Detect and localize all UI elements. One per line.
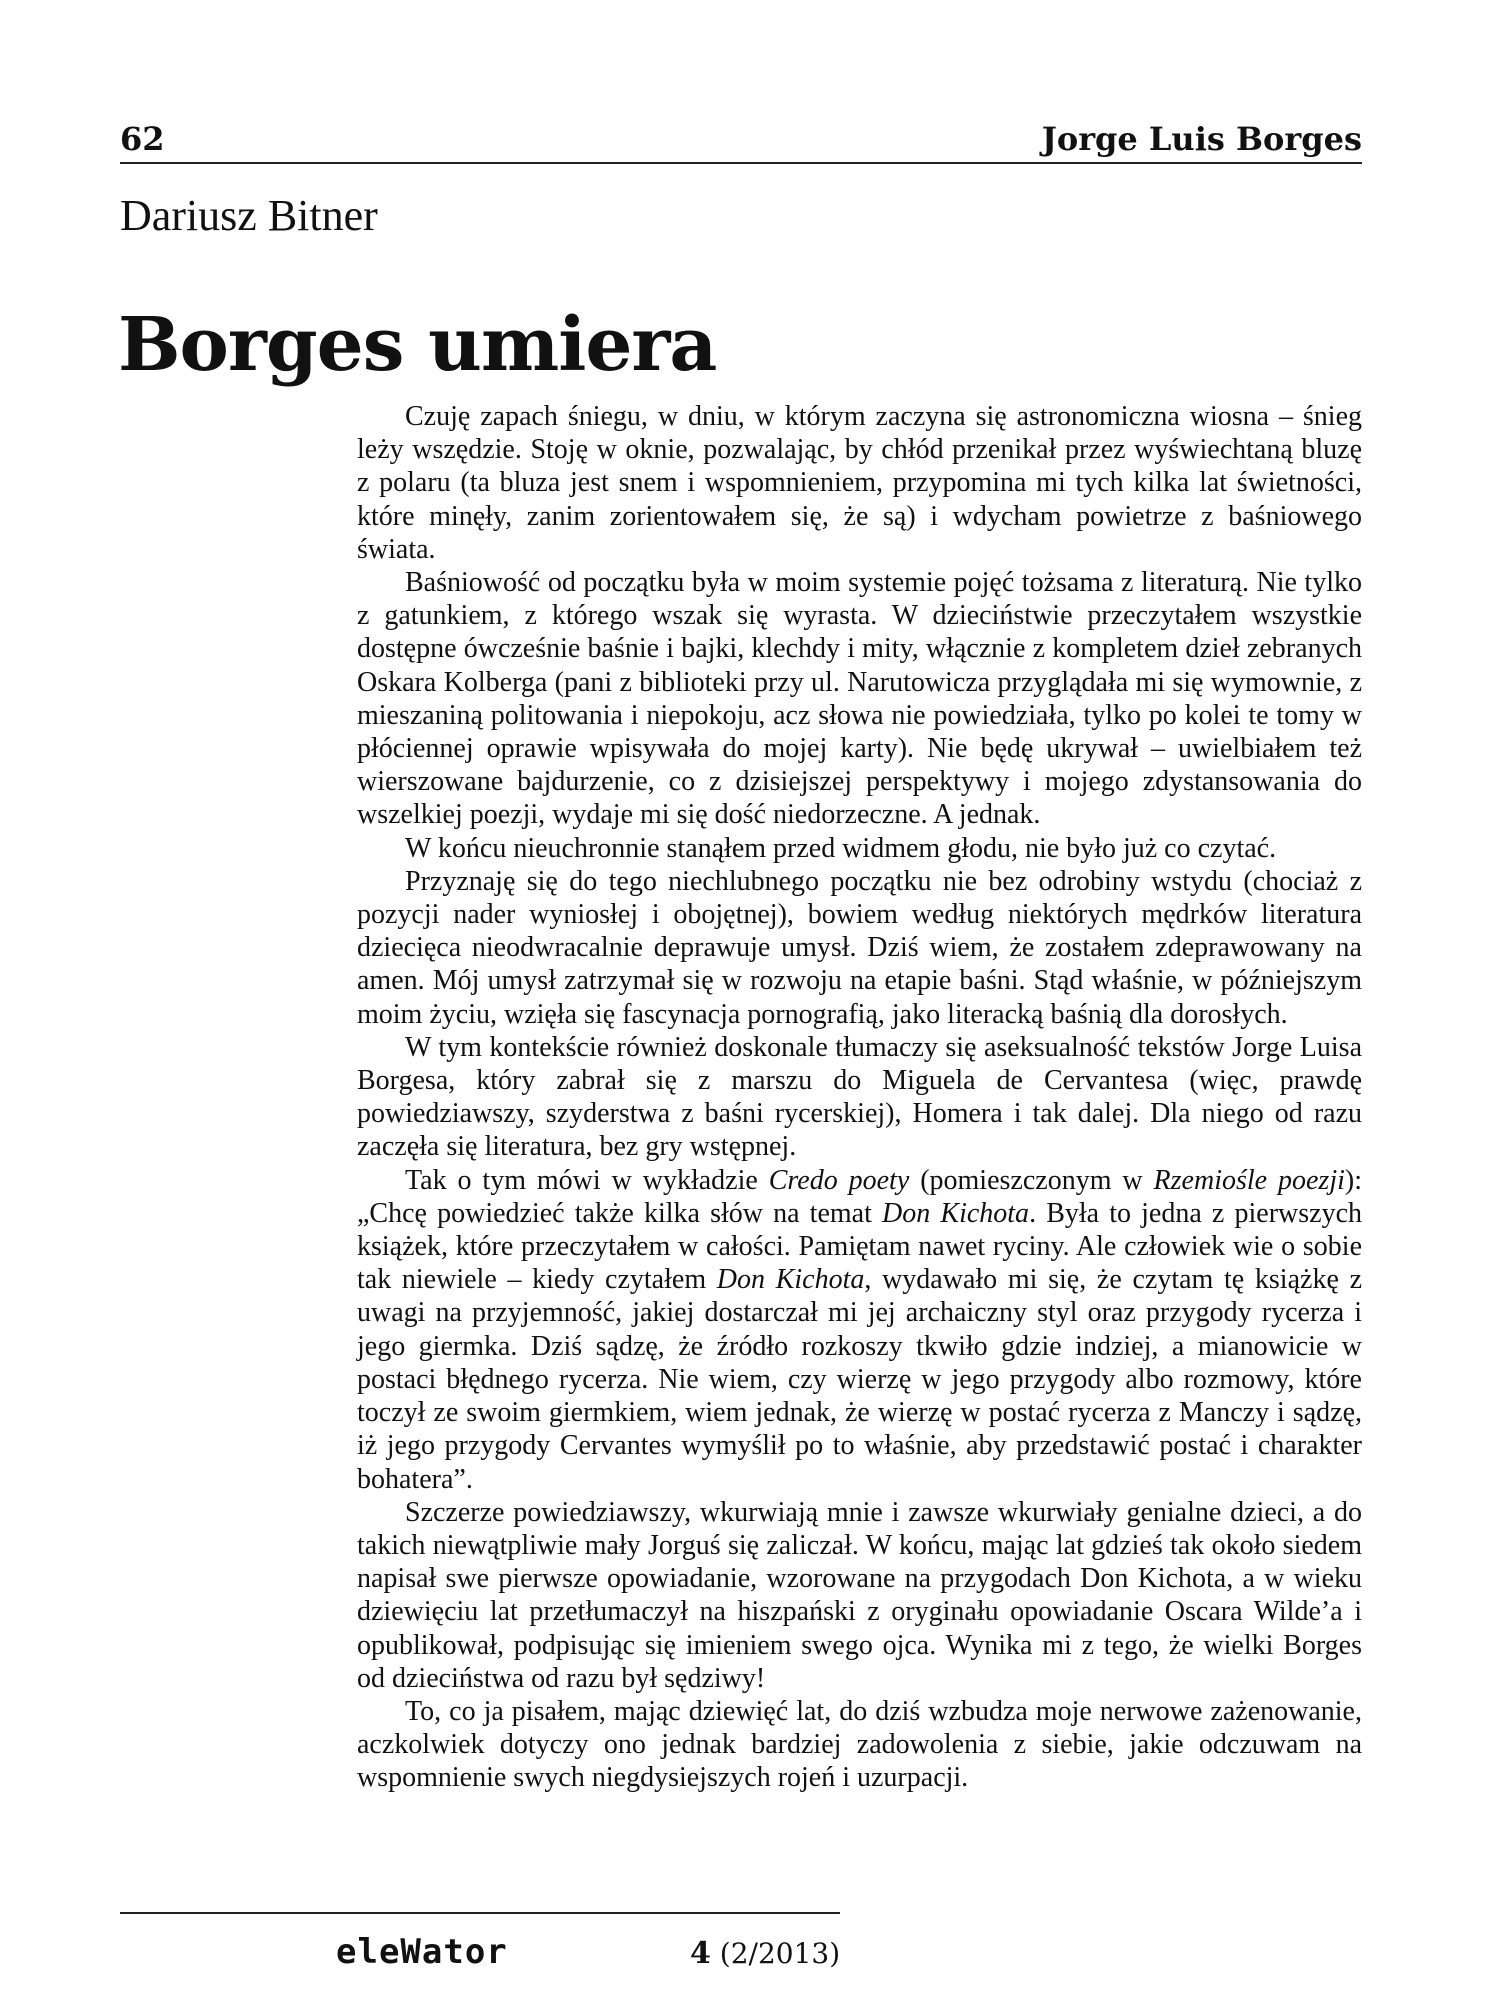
text-run: ): „Chcę powiedzieć także kilka słów na temat [357,1164,1362,1229]
article-title: Borges umiera [118,302,717,388]
italic-title: Credo poety [768,1164,910,1196]
text-run: (pomieszczonym w [909,1164,1154,1196]
page-number: 62 [120,120,165,158]
italic-title: Don Kichota [716,1264,865,1296]
issue-detail: (2/2013) [719,1937,841,1970]
paragraph: Przyznaję się do tego niechlubnego początku nie bez odrobiny wstydu (chociaż z pozycji nader wyniosłej i obojętnej), bowiem według niektórych mędrków literatura dziecięca nieodwracalnie deprawuje umysł. Dziś wiem, że zostałem zdeprawowany na amen. Mój umysł zatrzymał się w rozwoju na etapie baśni. Stąd właśnie, w późniejszym moim życiu, wzięła się fascynacja pornografią, jako literacką baśnią dla dorosłych. [357,865,1362,1030]
text-run: Tak o tym mówi w wykładzie [405,1164,769,1196]
article-author: Dariusz Bitner [120,191,378,240]
issue-label [690,1934,840,1974]
paragraph: Szczerze powiedziawszy, wkurwiają mnie i zawsze wkurwiały genialne dzieci, a do takich niewątpliwie mały Jorguś się zaliczał. W końcu, mając lat gdzieś tak około siedem napisał swe pierwsze opowiadanie, wzorowane na przygodach Don Kichota, a w wieku dziewięciu lat przetłumaczył na hiszpański z oryginału opowiadanie Oscara Wilde’a i opublikował, podpisując się imieniem swego ojca. Wynika mi z tego, że wielki Borges od dzieciństwa od razu był sędziwy! [357,1496,1362,1694]
italic-title: Don Kichota [882,1197,1030,1229]
paragraph: W końcu nieuchronnie stanąłem przed widmem głodu, nie było już co czytać. [405,832,1277,864]
journal-logo: eleWator [336,1932,508,1972]
text-run: . Była to jedna z pierwszych książek, które przeczytałem w całości. Pamiętam nawet ryciny. Ale człowiek wie o sobie tak niewiele – kiedy czytałem [357,1197,1363,1296]
paragraph: To, co ja pisałem, mając dziewięć lat, do dziś wzbudza moje nerwowe zażenowanie, aczkolwiek dotyczy ono jednak bardziej zadowolenia z siebie, jakie odczuwam na wspomnienie swych niegdysiejszych rojeń i uzurpacji. [357,1695,1362,1794]
text-run: , wydawało mi się, że czytam tę książkę z uwagi na przyjemność, jakiej dostarczał mi jej archaiczny styl oraz przygody rycerza i jego giermka. Dziś sądzę, że źródło rozkoszy tkwiło gdzie indziej, a mianowicie w postaci błędnego rycerza. Nie wiem, czy wierzę w jego przygody albo rozmowy, które toczył ze swoim giermkiem, wiem jednak, że wierzę w postać rycerza z Manczy i sądzę, iż jego przygody Cervantes wymyślił po to właśnie, aby przedstawić postać i charakter bohatera”. [357,1264,1363,1495]
paragraph-with-quote [357,1164,1362,1496]
paragraph: Baśniowość od początku była w moim systemie pojęć tożsama z literaturą. Nie tylko z gatunkiem, z którego wszak się wyrasta. W dzieciństwie przeczytałem wszystkie dostępne ówcześnie baśnie i bajki, klechdy i mity, włącznie z kompletem dzieł zebranych Oskara Kolberga (pani z biblioteki przy ul. Narutowicza przyglądała mi się wymownie, z mieszaniną politowania i niepokoju, acz słowa nie powiedziała, tylko po kolei te tomy w płóciennej oprawie wpisywała do mojej karty). Nie będę ukrywał – uwielbiałem też wierszowane bajdurzenie, co z dzisiejszej perspektywy i mojego zdystansowania do wszelkiej poezji, wydaje mi się dość niedorzeczne. A jednak. [357,567,1362,831]
article-body [357,400,1362,1795]
footer-divider [120,1912,840,1914]
running-header [120,116,1362,164]
issue-number: 4 [690,1936,711,1971]
paragraph: W tym kontekście również doskonale tłumaczy się aseksualność tekstów Jorge Luisa Borgesa, który zabrał się z marszu do Miguela de Cervantesa (więc, prawdę powiedziawszy, szyderstwa z baśni rycerskiej), Homera i tak dalej. Dla niego od razu zaczęła się literatura, bez gry wstępnej. [357,1031,1362,1163]
italic-title: Rzemiośle poezji [1153,1164,1345,1196]
running-head: Jorge Luis Borges [1041,120,1362,158]
paragraph: Czuję zapach śniegu, w dniu, w którym zaczyna się astronomiczna wiosna – śnieg leży wszędzie. Stoję w oknie, pozwalając, by chłód przenikał przez wyświechtaną bluzę z polaru (ta bluza jest snem i wspomnieniem, przypomina mi tych kilka lat świetności, które minęły, zanim zorientowałem się, że są) i wdycham powietrze z baśniowego świata. [357,401,1362,565]
